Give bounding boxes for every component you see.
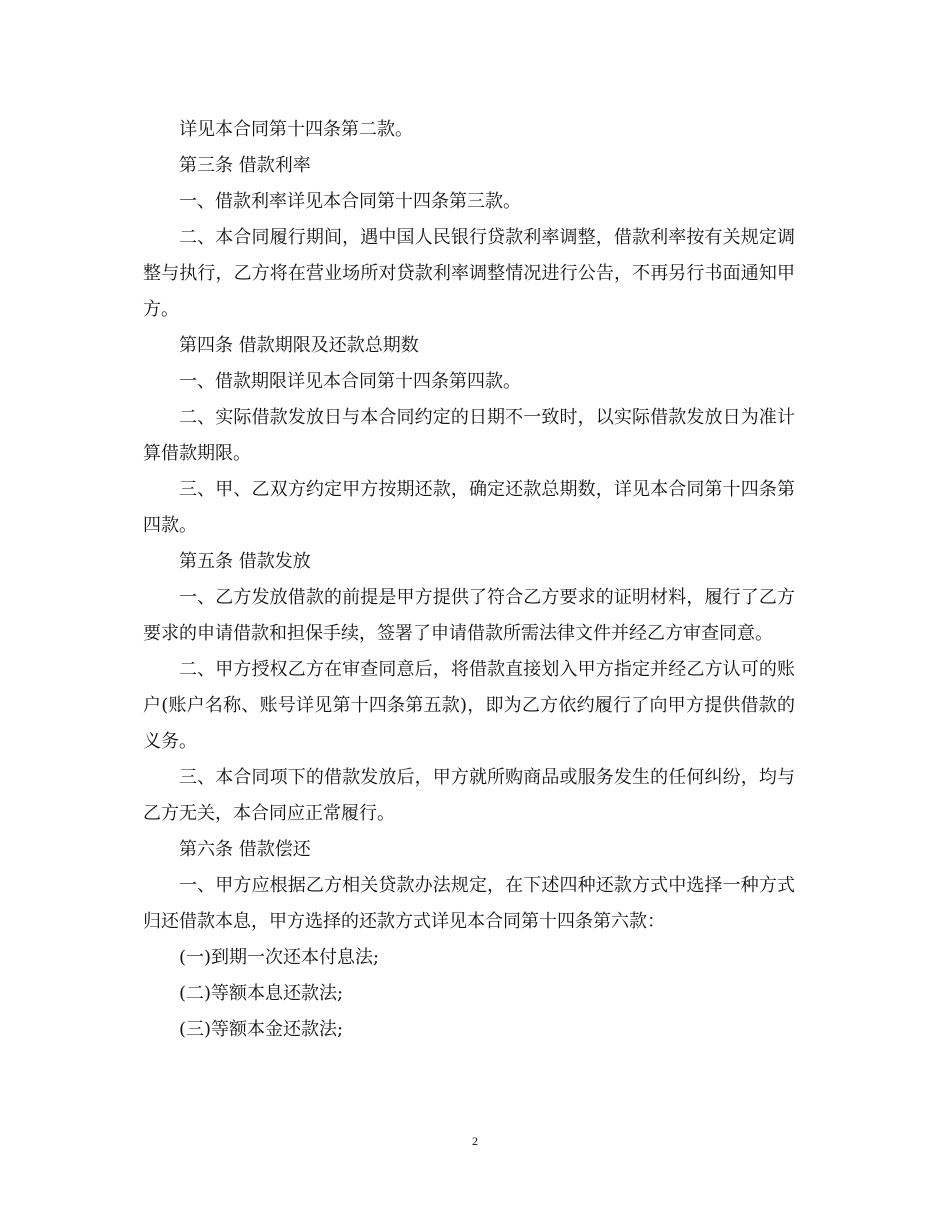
paragraph: 一、借款期限详见本合同第十四条第四款。 [179,371,521,392]
paragraph: 详见本合同第十四条第二款。 [179,119,413,140]
paragraph: 二、实际借款发放日与本合同约定的日期不一致时，以实际借款发放日为准计算借款期限。 [143,407,795,464]
section-heading: 第五条 借款发放 [179,551,311,572]
list-item: (三)等额本金还款法; [179,1019,344,1040]
paragraph: 一、借款利率详见本合同第十四条第三款。 [179,191,521,212]
paragraph: 二、本合同履行期间，遇中国人民银行贷款利率调整，借款利率按有关规定调整与执行，乙方将在营业场所对贷款利率调整情况进行公告，不再另行书面通知甲方。 [143,227,795,320]
paragraph: 三、甲、乙双方约定甲方按期还款，确定还款总期数，详见本合同第十四条第四款。 [143,479,795,536]
section-heading: 第六条 借款偿还 [179,839,311,860]
section-heading: 第四条 借款期限及还款总期数 [179,335,419,356]
document-body [143,112,795,1048]
paragraph: 一、乙方发放借款的前提是甲方提供了符合乙方要求的证明材料，履行了乙方要求的申请借款和担保手续，签署了申请借款所需法律文件并经乙方审查同意。 [143,587,795,644]
list-item: (一)到期一次还本付息法; [179,947,380,968]
section-heading: 第三条 借款利率 [179,155,311,176]
list-item: (二)等额本息还款法; [179,983,344,1004]
paragraph: 二、甲方授权乙方在审查同意后，将借款直接划入甲方指定并经乙方认可的账户(账户名称、账号详见第十四条第五款)，即为乙方依约履行了向甲方提供借款的义务。 [143,659,795,752]
paragraph: 一、甲方应根据乙方相关贷款办法规定，在下述四种还款方式中选择一种方式归还借款本息，甲方选择的还款方式详见本合同第十四条第六款： [143,875,795,932]
paragraph: 三、本合同项下的借款发放后，甲方就所购商品或服务发生的任何纠纷，均与乙方无关，本合同应正常履行。 [143,767,795,824]
page-number: 2 [472,1134,478,1148]
